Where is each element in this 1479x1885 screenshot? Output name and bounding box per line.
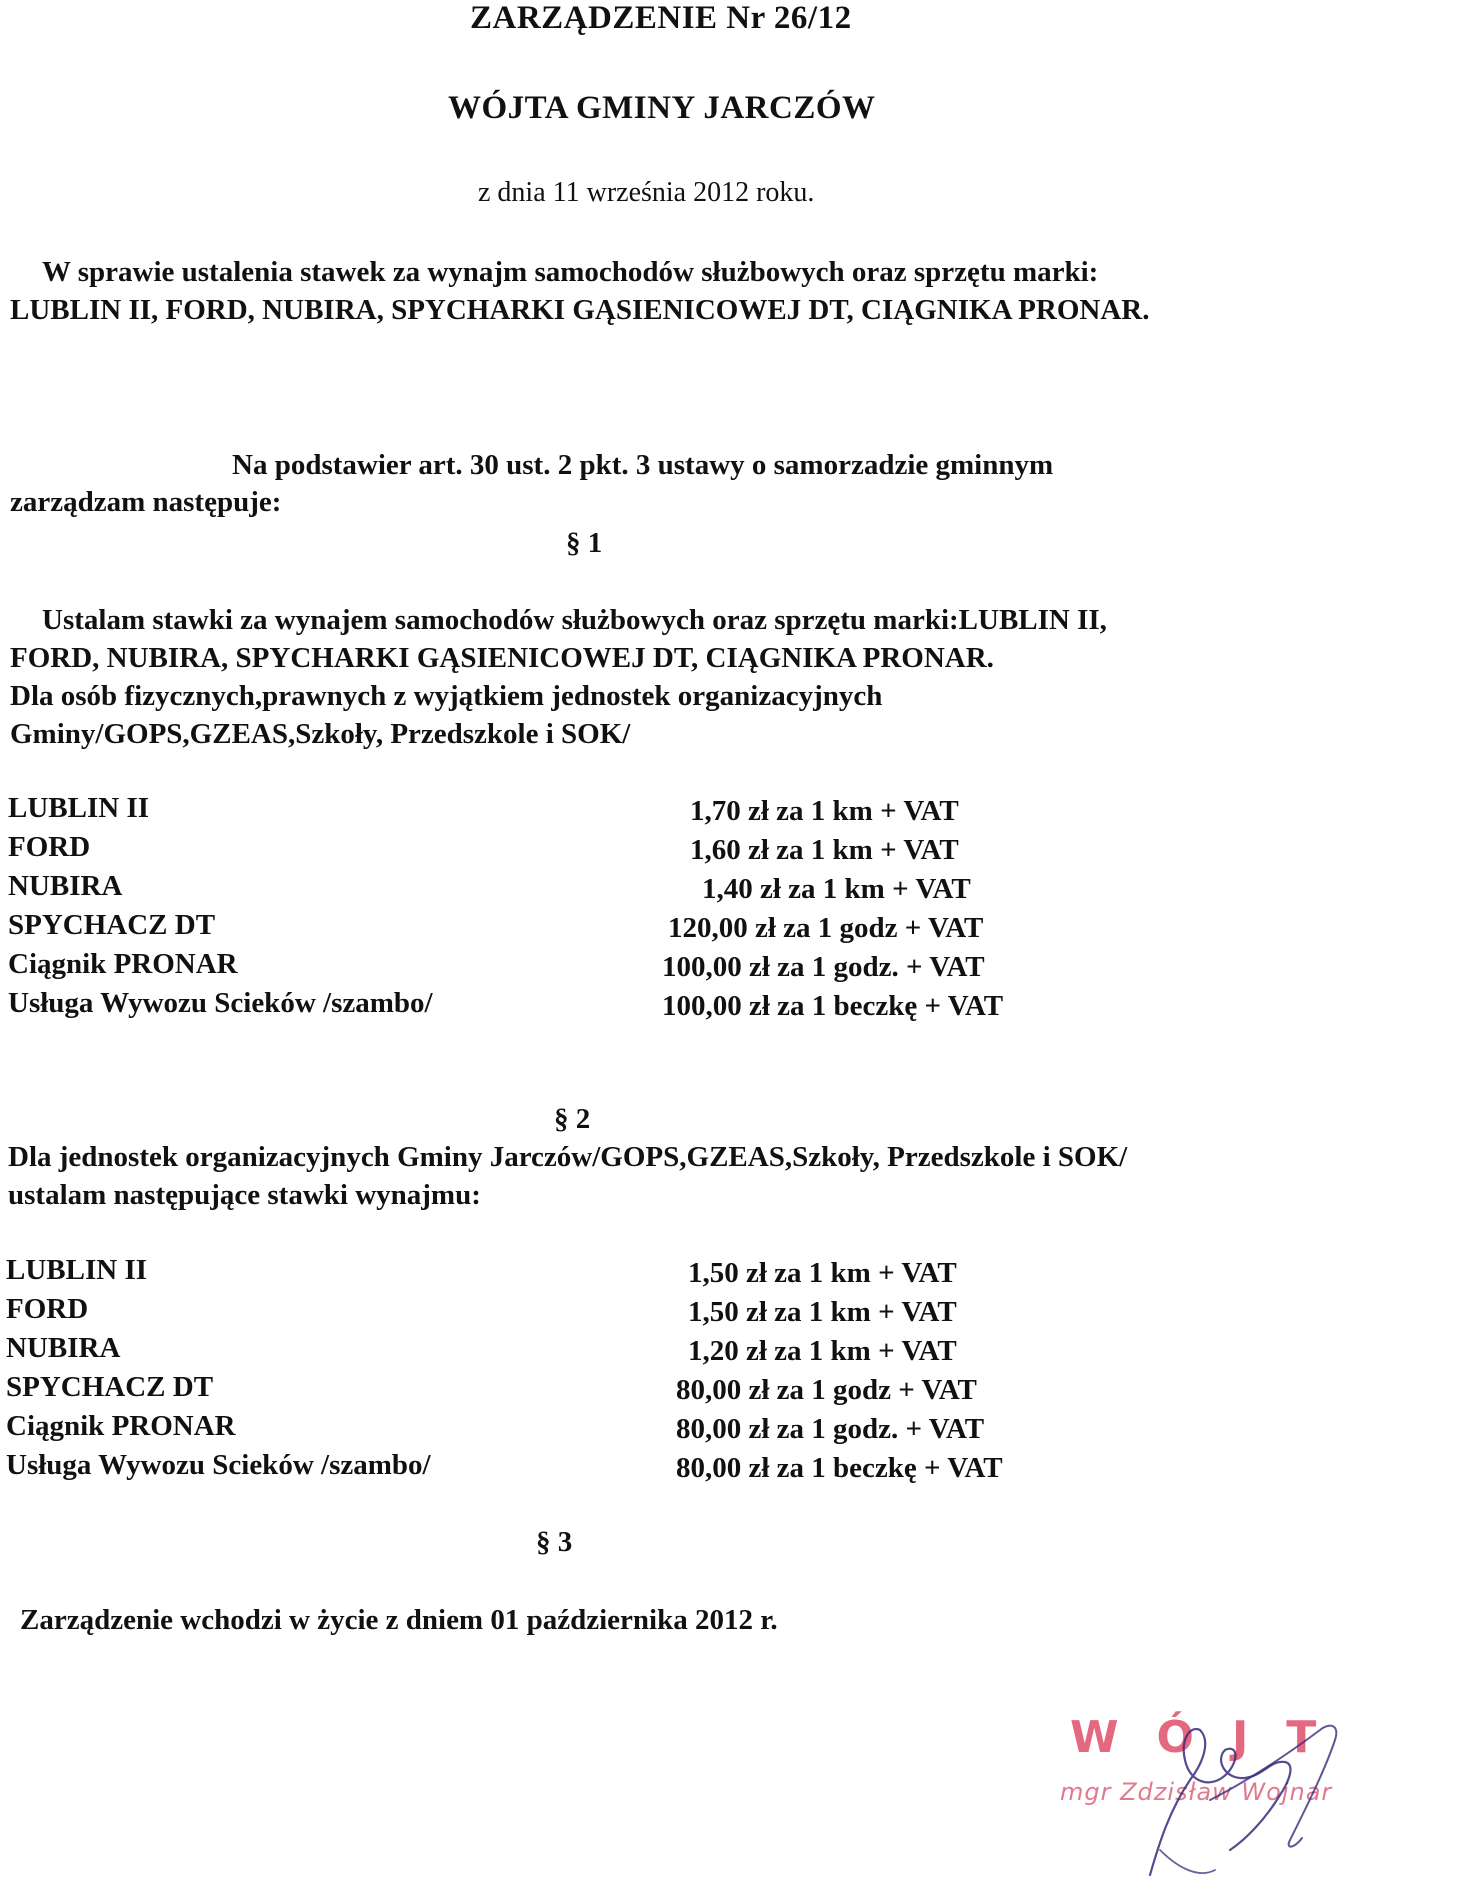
rate-value: 1,50 zł za 1 km + VAT bbox=[688, 1257, 957, 1289]
rate-label: LUBLIN II bbox=[6, 1254, 148, 1286]
rate-value: 1,40 zł za 1 km + VAT bbox=[702, 873, 971, 905]
document-title: ZARZĄDZENIE Nr 26/12 bbox=[470, 0, 852, 36]
rate-value: 80,00 zł za 1 godz. + VAT bbox=[676, 1413, 985, 1445]
rate-value: 1,70 zł za 1 km + VAT bbox=[690, 795, 959, 827]
document-issuer: WÓJTA GMINY JARCZÓW bbox=[448, 90, 876, 126]
rate-label: Ciągnik PRONAR bbox=[8, 948, 238, 980]
rate-value: 100,00 zł za 1 godz. + VAT bbox=[662, 951, 985, 983]
section-1-text-2: FORD, NUBIRA, SPYCHARKI GĄSIENICOWEJ DT, CIĄGNIKA PRONAR. bbox=[10, 642, 994, 674]
rate-label: Usługa Wywozu Scieków /szambo/ bbox=[8, 987, 433, 1019]
official-stamp bbox=[1040, 1700, 1440, 1885]
rate-label: SPYCHACZ DT bbox=[6, 1371, 214, 1403]
section-2-text-2: ustalam następujące stawki wynajmu: bbox=[8, 1179, 481, 1211]
rate-value: 1,50 zł za 1 km + VAT bbox=[688, 1296, 957, 1328]
rate-value: 100,00 zł za 1 beczkę + VAT bbox=[662, 990, 1004, 1022]
section-1-heading: § 1 bbox=[566, 527, 603, 559]
rate-label: Usługa Wywozu Scieków /szambo/ bbox=[6, 1449, 431, 1481]
section-2-text-1: Dla jednostek organizacyjnych Gminy Jarczów/GOPS,GZEAS,Szkoły, Przedszkole i SOK/ bbox=[8, 1141, 1128, 1173]
rate-label: SPYCHACZ DT bbox=[8, 909, 216, 941]
rate-value: 1,20 zł za 1 km + VAT bbox=[688, 1335, 957, 1367]
section-1-text-1: Ustalam stawki za wynajem samochodów służbowych oraz sprzętu marki:LUBLIN II, bbox=[42, 604, 1107, 636]
rate-label: LUBLIN II bbox=[8, 792, 150, 824]
document-date: z dnia 11 września 2012 roku. bbox=[478, 177, 815, 208]
rate-value: 80,00 zł za 1 godz + VAT bbox=[676, 1374, 977, 1406]
rate-label: Ciągnik PRONAR bbox=[6, 1410, 236, 1442]
rate-label: NUBIRA bbox=[8, 870, 123, 902]
stamp-title: WÓJT bbox=[1070, 1712, 1355, 1763]
rate-value: 1,60 zł za 1 km + VAT bbox=[690, 834, 959, 866]
stamp-name: mgr Zdzisław Wojnar bbox=[1060, 1778, 1333, 1806]
section-1-text-4: Gminy/GOPS,GZEAS,Szkoły, Przedszkole i SOK/ bbox=[10, 718, 631, 750]
signature bbox=[1040, 1700, 1440, 1885]
section-2-heading: § 2 bbox=[554, 1103, 591, 1135]
basis-line-2: zarządzam następuje: bbox=[10, 486, 282, 518]
rate-label: FORD bbox=[8, 831, 91, 863]
rate-value: 120,00 zł za 1 godz + VAT bbox=[668, 912, 984, 944]
subject-line-2: LUBLIN II, FORD, NUBIRA, SPYCHARKI GĄSIENICOWEJ DT, CIĄGNIKA PRONAR. bbox=[10, 294, 1150, 326]
rate-value: 80,00 zł za 1 beczkę + VAT bbox=[676, 1452, 1003, 1484]
subject-line-1: W sprawie ustalenia stawek za wynajm samochodów służbowych oraz sprzętu marki: bbox=[42, 256, 1099, 288]
section-3-text: Zarządzenie wchodzi w życie z dniem 01 października 2012 r. bbox=[20, 1604, 778, 1636]
section-3-heading: § 3 bbox=[536, 1526, 573, 1558]
rate-label: NUBIRA bbox=[6, 1332, 121, 1364]
basis-line-1: Na podstawier art. 30 ust. 2 pkt. 3 ustawy o samorzadzie gminnym bbox=[232, 449, 1054, 481]
rate-label: FORD bbox=[6, 1293, 89, 1325]
section-1-text-3: Dla osób fizycznych,prawnych z wyjątkiem jednostek organizacyjnych bbox=[10, 680, 883, 712]
